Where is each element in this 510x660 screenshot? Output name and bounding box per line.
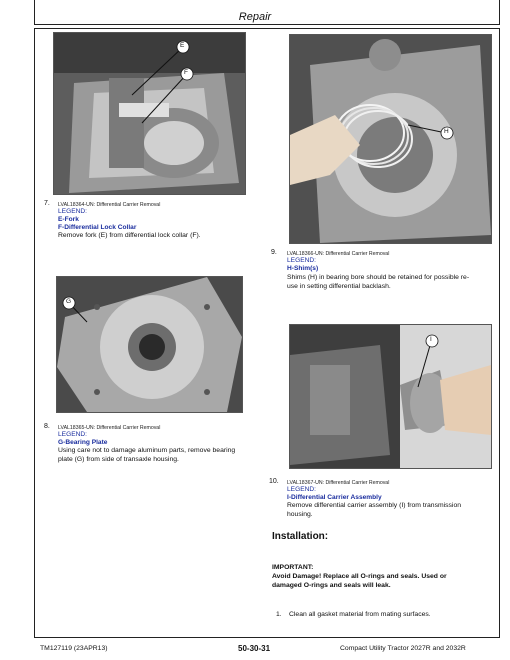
step-8-number: 8. [44, 423, 50, 430]
step-10-caption: LVAL18367-UN: Differential Carrier Removal [287, 480, 390, 486]
step-10-legend-item: I-Differential Carrier Assembly [287, 494, 382, 501]
step-9-caption: LVAL18366-UN: Differential Carrier Removal [287, 251, 390, 257]
step-10-text-line: Remove differential carrier assembly (I) from transmission [287, 502, 462, 509]
step-9-text-line: use in setting differential backlash. [287, 282, 391, 290]
callout-g: G [66, 298, 72, 305]
step-9-legend-item: H-Shim(s) [287, 265, 319, 272]
step-7-number: 7. [44, 200, 50, 207]
step-7-legend-item: F-Differential Lock Collar [58, 224, 137, 231]
install-step-number: 1. [276, 611, 282, 618]
callout-e: E [180, 42, 185, 49]
step-9-text [287, 274, 492, 291]
step-7-caption: LVAL18364-UN: Differential Carrier Removal [58, 202, 161, 208]
photo-step-7 [53, 32, 246, 195]
step-9-legend-title: LEGEND: [287, 257, 316, 264]
step-8-text-line: Using care not to damage aluminum parts, remove bearing [58, 447, 236, 454]
callout-i: I [430, 336, 432, 343]
step-8-text-line: plate (G) from side of transaxle housing. [58, 455, 179, 463]
step-10-number: 10. [269, 478, 279, 485]
footer-product: Compact Utility Tractor 2027R and 2032R [340, 645, 466, 652]
step-8-legend-item: G-Bearing Plate [58, 439, 108, 446]
step-9-number: 9. [271, 249, 277, 256]
step-8-legend-title: LEGEND: [58, 431, 87, 438]
photo-step-8 [56, 276, 243, 413]
important-text [272, 573, 492, 590]
step-8-text [58, 447, 248, 464]
step-7-legend-title: LEGEND: [58, 208, 87, 215]
important-text-line: Avoid Damage! Replace all O-rings and seals. Used or [272, 573, 447, 580]
step-10-text [287, 502, 492, 519]
callout-h: H [444, 128, 449, 135]
photo-step-10 [289, 324, 492, 469]
callout-f: F [184, 69, 188, 76]
step-7-legend-item: E-Fork [58, 216, 79, 223]
page-header-title: Repair [238, 11, 272, 23]
step-10-text-line: housing. [287, 510, 313, 518]
step-7-text: Remove fork (E) from differential lock collar (F). [58, 232, 201, 239]
important-label: IMPORTANT: [272, 564, 314, 571]
photo-step-9 [289, 34, 492, 244]
step-8-caption: LVAL18365-UN: Differential Carrier Removal [58, 425, 161, 431]
step-10-legend-title: LEGEND: [287, 486, 316, 493]
important-text-line: damaged O-rings and seals will leak. [272, 581, 391, 589]
installation-heading: Installation: [272, 531, 329, 542]
footer-page-number: 50-30-31 [238, 644, 271, 653]
footer-doc-id: TM127119 (23APR13) [40, 645, 108, 652]
step-9-text-line: Shims (H) in bearing bore should be retained for possible re- [287, 274, 470, 281]
install-step-text: Clean all gasket material from mating surfaces. [289, 611, 431, 618]
